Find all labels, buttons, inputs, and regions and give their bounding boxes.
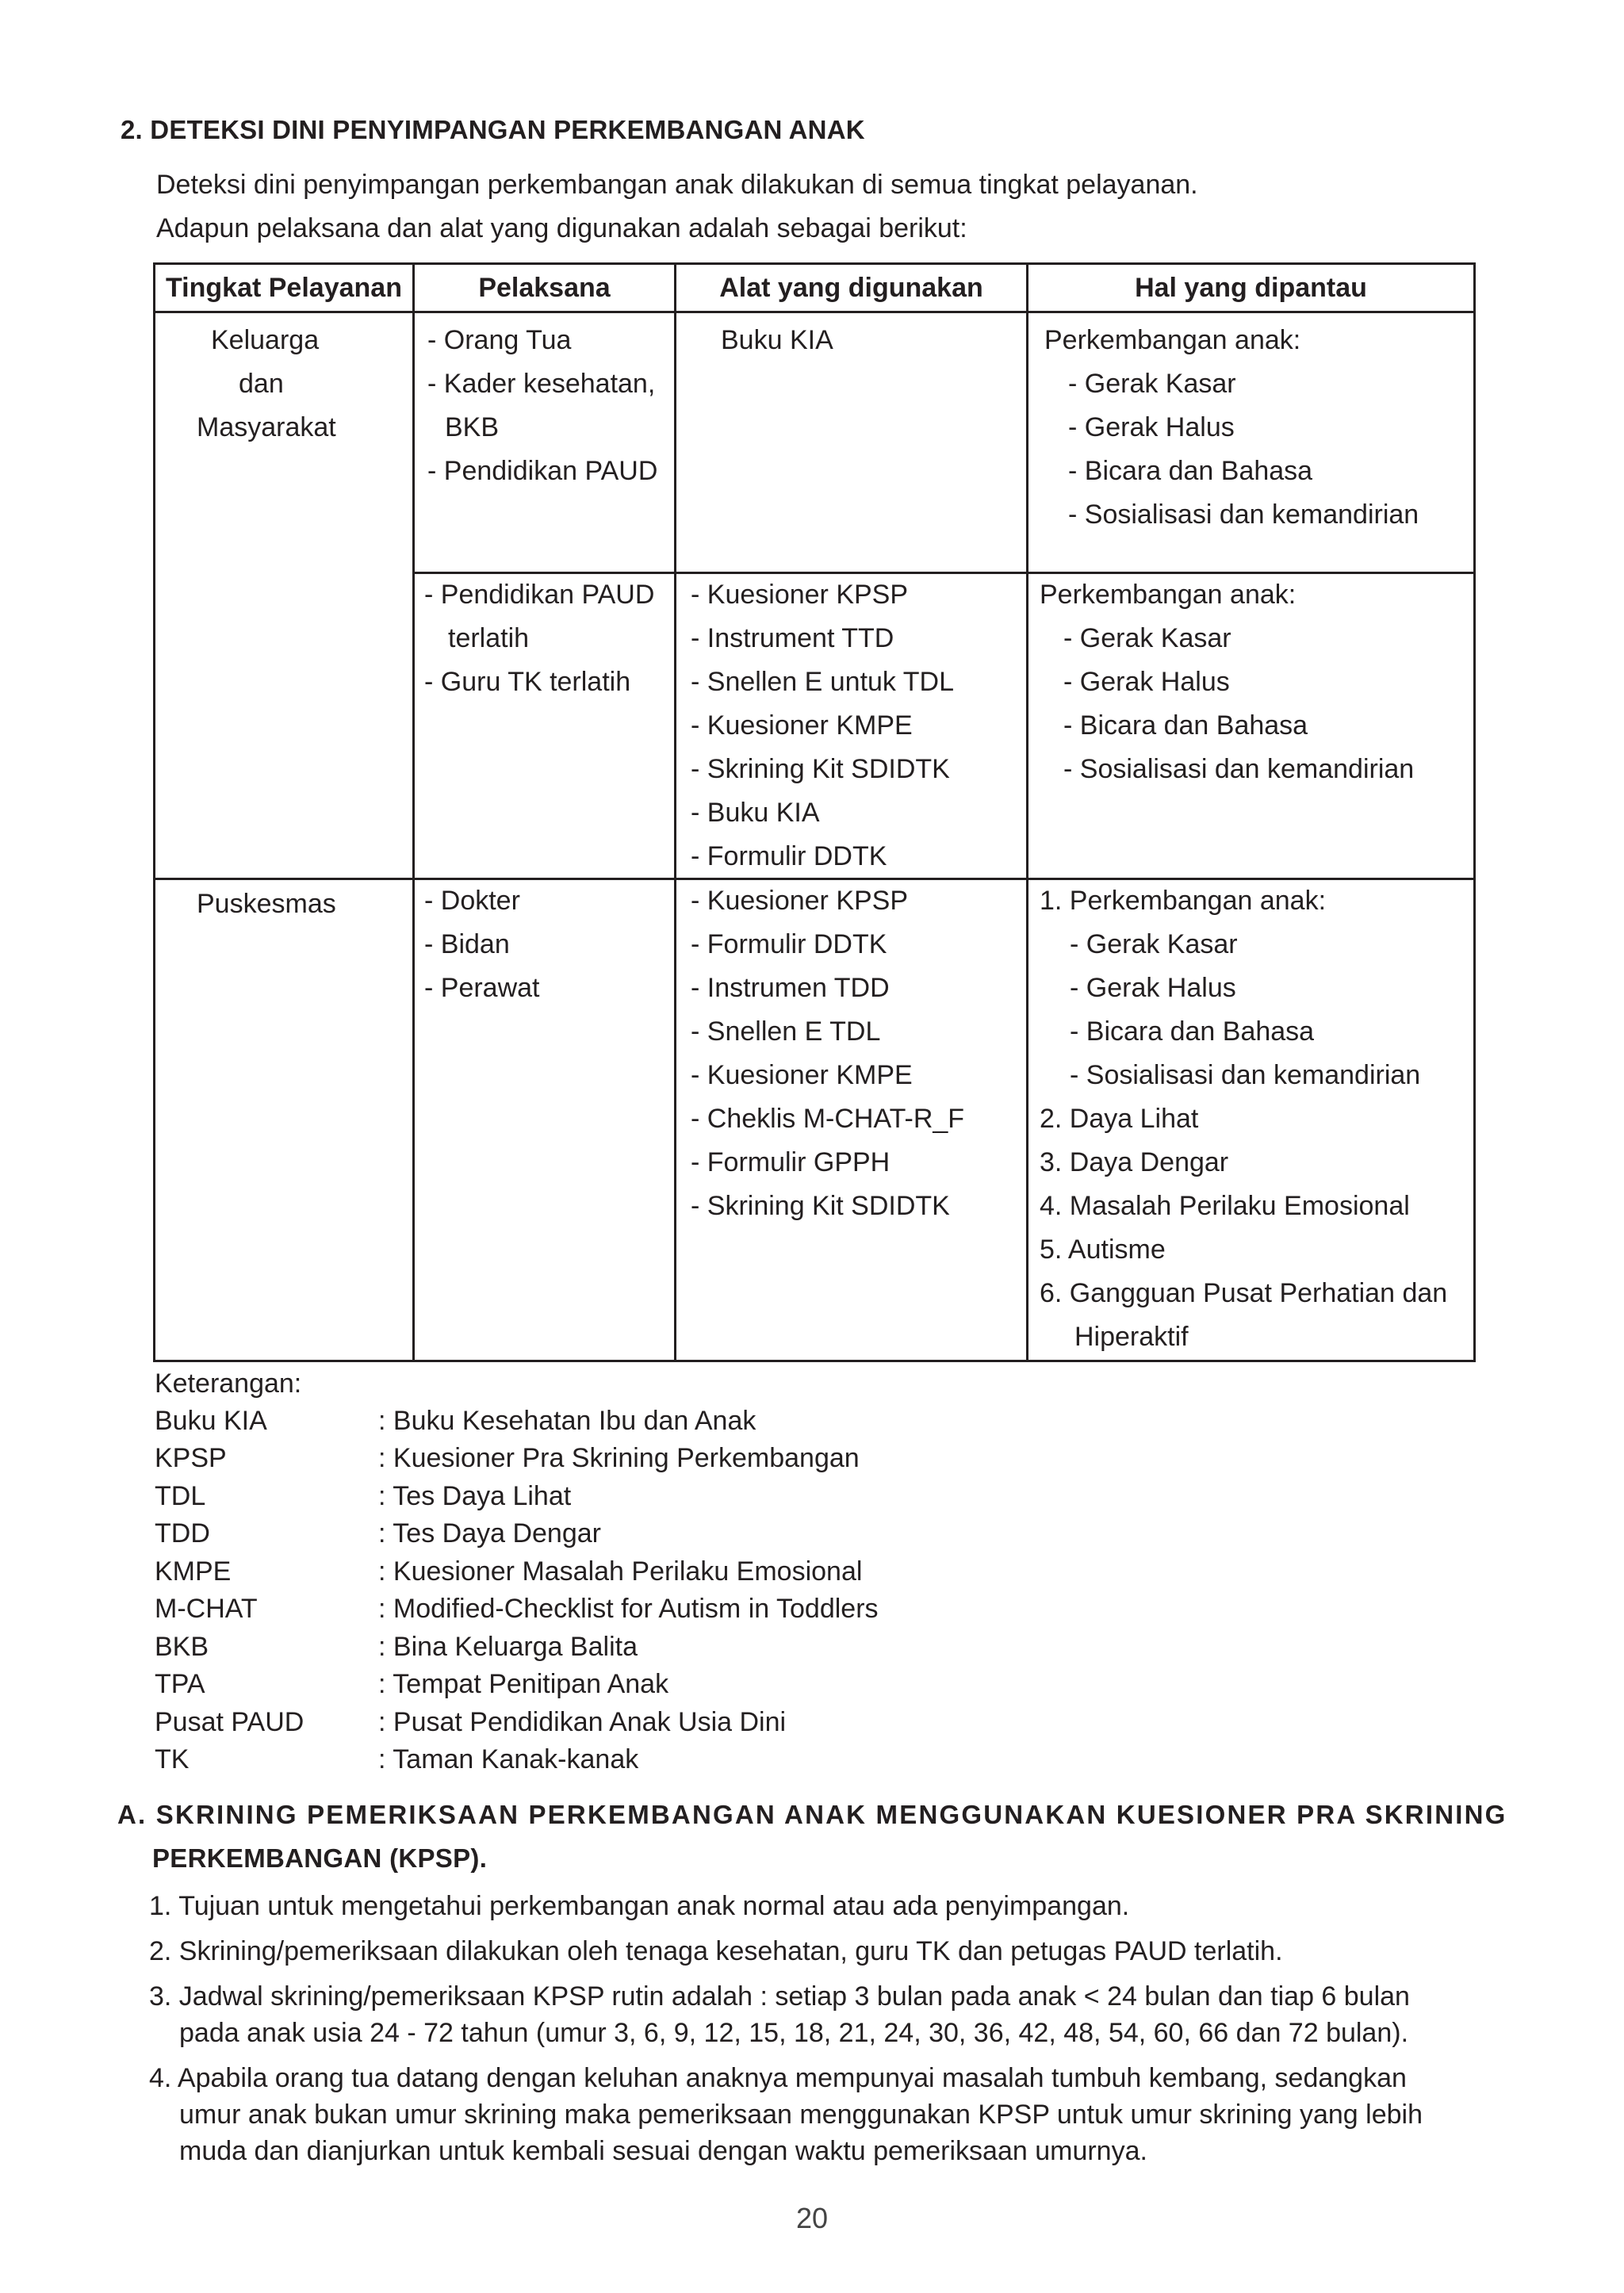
alat-line: - Buku KIA bbox=[691, 798, 820, 828]
legend-term: KPSP bbox=[155, 1443, 227, 1473]
legend-def: : Tes Daya Dengar bbox=[378, 1518, 601, 1548]
table-row bbox=[155, 573, 1475, 879]
hal-line: - Gerak Halus bbox=[1063, 667, 1230, 697]
hal-line: - Bicara dan Bahasa bbox=[1070, 1016, 1315, 1047]
section-heading: 2. DETEKSI DINI PENYIMPANGAN PERKEMBANGAN ANAK bbox=[121, 115, 865, 144]
cell-pelaksana bbox=[414, 312, 676, 573]
hal-line: Perkembangan anak: bbox=[1040, 580, 1297, 610]
legend-term: KMPE bbox=[155, 1556, 232, 1587]
legend-title: Keterangan: bbox=[155, 1369, 302, 1399]
legend-def: : Modified-Checklist for Autism in Toddlers bbox=[378, 1594, 879, 1624]
alat-line: - Skrining Kit SDIDTK bbox=[691, 754, 950, 784]
pelaksana-line: - Bidan bbox=[424, 929, 510, 959]
table-header-row bbox=[155, 264, 1475, 312]
list-item: 4. Apabila orang tua datang dengan keluhan anaknya mempunyai masalah tumbuh kembang, sedangkan bbox=[149, 2063, 1407, 2093]
section-a-title: A. SKRINING PEMERIKSAAN PERKEMBANGAN ANAK MENGGUNAKAN KUESIONER PRA SKRINING bbox=[117, 1800, 1507, 1829]
legend-term: TPA bbox=[155, 1669, 205, 1699]
service-level-table bbox=[153, 262, 1476, 1362]
legend-def: : Bina Keluarga Balita bbox=[378, 1632, 638, 1662]
legend-term: Buku KIA bbox=[155, 1406, 267, 1436]
hal-line: - Sosialisasi dan kemandirian bbox=[1063, 754, 1415, 784]
pelaksana-line: - Dokter bbox=[424, 886, 520, 916]
pelaksana-line: - Perawat bbox=[424, 973, 540, 1003]
alat-line: - Kuesioner KPSP bbox=[691, 580, 909, 610]
hal-line: 4. Masalah Perilaku Emosional bbox=[1040, 1191, 1410, 1221]
list-item: 3. Jadwal skrining/pemeriksaan KPSP rutin adalah : setiap 3 bulan pada anak < 24 bulan dan tiap 6 bulan bbox=[149, 1981, 1410, 2012]
cell-alat bbox=[676, 573, 1028, 879]
alat-line: - Formulir GPPH bbox=[691, 1147, 891, 1177]
hal-line: Perkembangan anak: bbox=[1044, 325, 1301, 355]
hal-line: - Gerak Halus bbox=[1070, 973, 1236, 1003]
level-line: dan bbox=[239, 369, 284, 399]
alat-line: - Instrument TTD bbox=[691, 623, 894, 653]
header-hal: Hal yang dipantau bbox=[1028, 264, 1475, 312]
legend-term: M-CHAT bbox=[155, 1594, 258, 1624]
cell-level-keluarga bbox=[155, 312, 414, 573]
level-line: Puskesmas bbox=[197, 889, 336, 919]
hal-line: 2. Daya Lihat bbox=[1040, 1104, 1199, 1134]
pelaksana-line: - Orang Tua bbox=[427, 325, 572, 355]
legend-def: : Buku Kesehatan Ibu dan Anak bbox=[378, 1406, 756, 1436]
alat-line: - Kuesioner KPSP bbox=[691, 886, 909, 916]
cell-hal bbox=[1028, 573, 1475, 879]
pelaksana-line: - Guru TK terlatih bbox=[424, 667, 631, 697]
list-item: 1. Tujuan untuk mengetahui perkembangan anak normal atau ada penyimpangan. bbox=[149, 1891, 1130, 1921]
legend-term: TK bbox=[155, 1744, 190, 1774]
hal-line: - Gerak Kasar bbox=[1068, 369, 1236, 399]
list-item-cont: umur anak bukan umur skrining maka pemeriksaan menggunakan KPSP untuk umur skrining yang lebih bbox=[179, 2100, 1423, 2130]
cell-alat bbox=[676, 312, 1028, 573]
header-pelaksana: Pelaksana bbox=[414, 264, 676, 312]
page-number: 20 bbox=[795, 2202, 829, 2234]
legend-term: TDL bbox=[155, 1481, 206, 1511]
legend-term: BKB bbox=[155, 1632, 209, 1662]
hal-line: 6. Gangguan Pusat Perhatian dan bbox=[1040, 1278, 1448, 1308]
hal-line: - Sosialisasi dan kemandirian bbox=[1068, 500, 1419, 530]
header-tingkat: Tingkat Pelayanan bbox=[155, 264, 414, 312]
header-alat: Alat yang digunakan bbox=[676, 264, 1028, 312]
legend-def: : Tempat Penitipan Anak bbox=[378, 1669, 669, 1699]
intro-line-1: Deteksi dini penyimpangan perkembangan anak dilakukan di semua tingkat pelayanan. bbox=[156, 170, 1198, 200]
alat-line: - Snellen E untuk TDL bbox=[691, 667, 954, 697]
alat-line: - Skrining Kit SDIDTK bbox=[691, 1191, 950, 1221]
table-row bbox=[155, 879, 1475, 1361]
cell-level-puskesmas bbox=[155, 879, 414, 1361]
hal-line: 1. Perkembangan anak: bbox=[1040, 886, 1327, 916]
legend-def: : Pusat Pendidikan Anak Usia Dini bbox=[378, 1707, 787, 1737]
legend-def: : Kuesioner Pra Skrining Perkembangan bbox=[378, 1443, 860, 1473]
cell-pelaksana bbox=[414, 879, 676, 1361]
alat-line: Buku KIA bbox=[721, 325, 833, 355]
hal-line: 3. Daya Dengar bbox=[1040, 1147, 1229, 1177]
list-item-cont: pada anak usia 24 - 72 tahun (umur 3, 6, 9, 12, 15, 18, 21, 24, 30, 36, 42, 48, 54, 60, 66 dan 72 bulan). bbox=[179, 2018, 1409, 2048]
alat-line: - Cheklis M-CHAT-R_F bbox=[691, 1104, 965, 1134]
pelaksana-line: terlatih bbox=[448, 623, 530, 653]
level-line: Masyarakat bbox=[197, 412, 336, 442]
pelaksana-line: - Pendidikan PAUD bbox=[424, 580, 655, 610]
hal-line: 5. Autisme bbox=[1040, 1235, 1166, 1265]
pelaksana-line: - Kader kesehatan, bbox=[427, 369, 656, 399]
legend-def: : Kuesioner Masalah Perilaku Emosional bbox=[378, 1556, 863, 1587]
intro-line-2: Adapun pelaksana dan alat yang digunakan adalah sebagai berikut: bbox=[156, 213, 967, 243]
legend-term: TDD bbox=[155, 1518, 210, 1548]
hal-line: - Bicara dan Bahasa bbox=[1063, 710, 1308, 741]
cell-level-empty bbox=[155, 573, 414, 879]
legend-def: : Taman Kanak-kanak bbox=[378, 1744, 639, 1774]
cell-hal bbox=[1028, 312, 1475, 573]
pelaksana-line: BKB bbox=[445, 412, 500, 442]
legend-term: Pusat PAUD bbox=[155, 1707, 304, 1737]
alat-line: - Snellen E TDL bbox=[691, 1016, 881, 1047]
hal-line: Hiperaktif bbox=[1074, 1322, 1189, 1352]
cell-pelaksana bbox=[414, 573, 676, 879]
cell-alat bbox=[676, 879, 1028, 1361]
legend-def: : Tes Daya Lihat bbox=[378, 1481, 572, 1511]
level-line: Keluarga bbox=[211, 325, 320, 355]
alat-line: - Kuesioner KMPE bbox=[691, 1060, 913, 1090]
hal-line: - Gerak Halus bbox=[1068, 412, 1235, 442]
hal-line: - Gerak Kasar bbox=[1070, 929, 1238, 959]
section-a-title-cont: PERKEMBANGAN (KPSP). bbox=[152, 1843, 488, 1873]
table-row bbox=[155, 312, 1475, 573]
hal-line: - Sosialisasi dan kemandirian bbox=[1070, 1060, 1421, 1090]
pelaksana-line: - Pendidikan PAUD bbox=[427, 456, 658, 486]
alat-line: - Formulir DDTK bbox=[691, 841, 887, 871]
alat-line: - Formulir DDTK bbox=[691, 929, 887, 959]
list-item: 2. Skrining/pemeriksaan dilakukan oleh tenaga kesehatan, guru TK dan petugas PAUD terlatih. bbox=[149, 1936, 1283, 1966]
alat-line: - Instrumen TDD bbox=[691, 973, 890, 1003]
list-item-cont: muda dan dianjurkan untuk kembali sesuai dengan waktu pemeriksaan umurnya. bbox=[179, 2136, 1147, 2166]
alat-line: - Kuesioner KMPE bbox=[691, 710, 913, 741]
hal-line: - Bicara dan Bahasa bbox=[1068, 456, 1313, 486]
cell-hal bbox=[1028, 879, 1475, 1361]
hal-line: - Gerak Kasar bbox=[1063, 623, 1231, 653]
